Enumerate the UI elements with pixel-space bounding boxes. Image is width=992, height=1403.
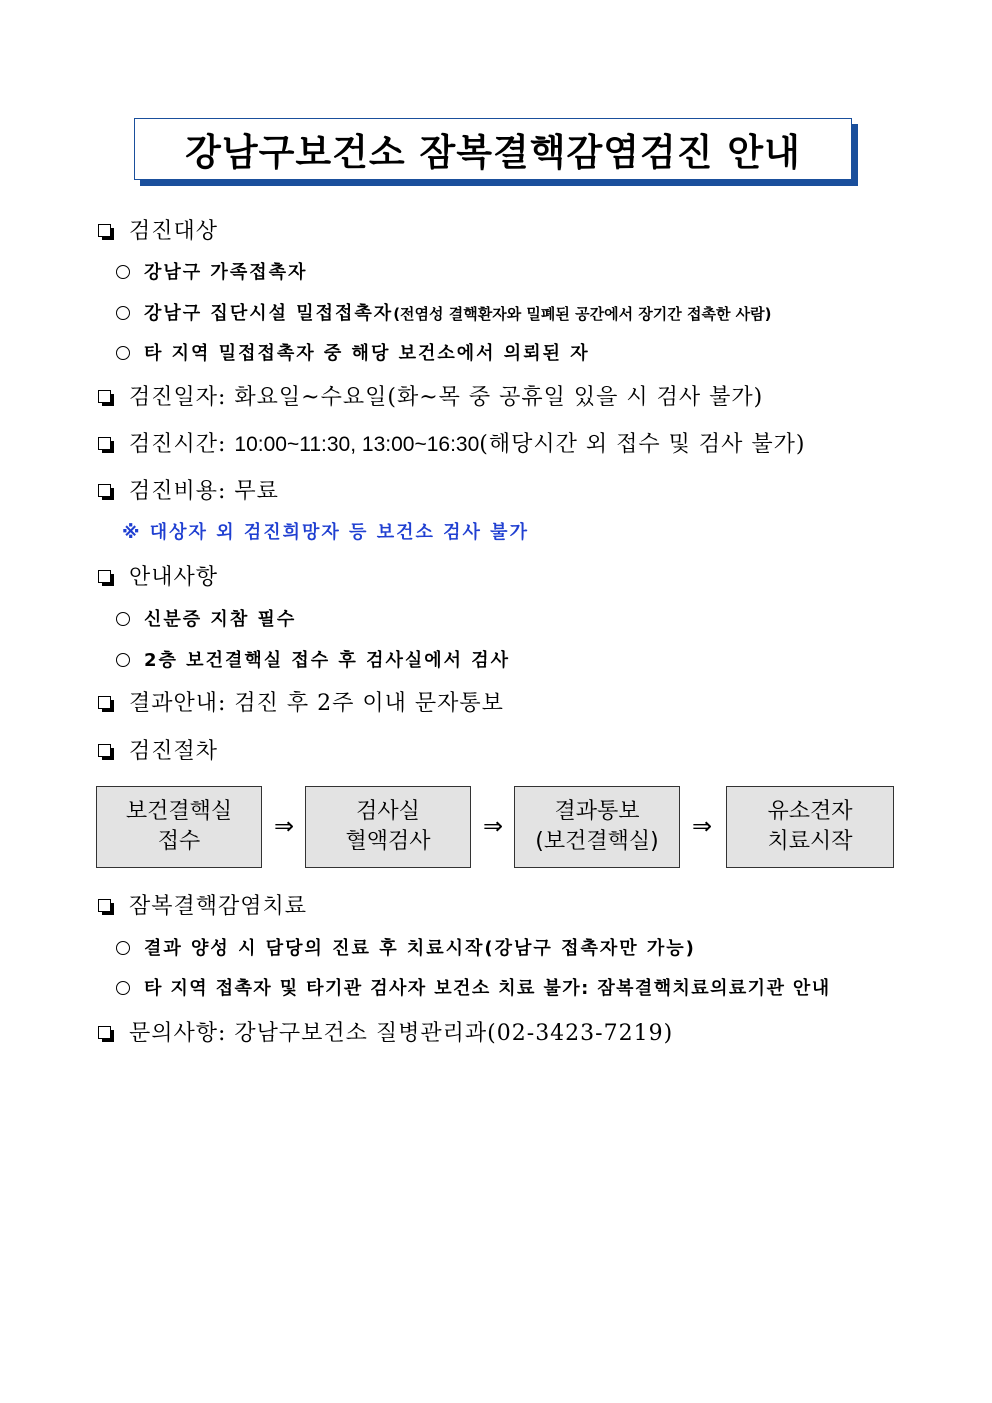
checkbox-square-icon (98, 744, 111, 757)
checkbox-square-icon (98, 899, 111, 912)
checkbox-square-icon (98, 437, 111, 450)
circle-bullet-icon (116, 653, 130, 667)
section-guide-heading: 안내사항 (98, 560, 218, 591)
circle-bullet-icon (116, 306, 130, 320)
procedure-step-2: 검사실 혈액검사 (305, 786, 471, 868)
cost-note: ※ 대상자 외 검진희망자 등 보건소 검사 불가 (122, 522, 529, 543)
guide-item-1: 신분증 지참 필수 (116, 605, 296, 631)
checkbox-square-icon (98, 1026, 111, 1039)
treatment-item-2: 타 지역 접촉자 및 타기관 검사자 보건소 치료 불가: 잠복결핵치료의료기관 안내 (116, 974, 830, 1000)
guide-item-2: 2층 보건결핵실 접수 후 검사실에서 검사 (116, 646, 510, 672)
target-item-3: 타 지역 밀접접촉자 중 해당 보건소에서 의뢰된 자 (116, 339, 590, 365)
procedure-step-3: 결과통보 (보건결핵실) (514, 786, 680, 868)
section-procedure-heading: 검진절차 (98, 734, 218, 765)
section-treatment-heading: 잠복결핵감염치료 (98, 889, 307, 920)
section-contact: 문의사항: 강남구보건소 질병관리과(02-3423-7219) (98, 1016, 673, 1047)
checkbox-square-icon (98, 570, 111, 583)
section-cost: 검진비용: 무료 (98, 474, 279, 505)
arrow-right-icon: ⇒ (274, 812, 295, 840)
circle-bullet-icon (116, 346, 130, 360)
section-date: 검진일자: 화요일~수요일(화~목 중 공휴일 있을 시 검사 불가) (98, 380, 763, 411)
checkbox-square-icon (98, 484, 111, 497)
target-item-2: 강남구 집단시설 밀접접촉자(전염성 결핵환자와 밀폐된 공간에서 장기간 접촉한 사람) (116, 299, 772, 325)
checkbox-square-icon (98, 390, 111, 403)
circle-bullet-icon (116, 981, 130, 995)
section-time: 검진시간: 10:00~11:30, 13:00~16:30(해당시간 외 접수 및 검사 불가) (98, 427, 805, 458)
circle-bullet-icon (116, 612, 130, 626)
arrow-right-icon: ⇒ (483, 812, 504, 840)
document-title-box (134, 118, 852, 180)
procedure-step-1: 보건결핵실 접수 (96, 786, 262, 868)
circle-bullet-icon (116, 941, 130, 955)
section-target-heading: 검진대상 (98, 214, 218, 245)
treatment-item-1: 결과 양성 시 담당의 진료 후 치료시작(강남구 접촉자만 가능) (116, 934, 696, 960)
checkbox-square-icon (98, 224, 111, 237)
section-result: 결과안내: 검진 후 2주 이내 문자통보 (98, 686, 504, 717)
checkbox-square-icon (98, 696, 111, 709)
circle-bullet-icon (116, 265, 130, 279)
document-title: 강남구보건소 잠복결핵감염검진 안내 (185, 131, 801, 174)
arrow-right-icon: ⇒ (692, 812, 713, 840)
procedure-step-4: 유소견자 치료시작 (726, 786, 894, 868)
target-item-1: 강남구 가족접촉자 (116, 258, 307, 284)
